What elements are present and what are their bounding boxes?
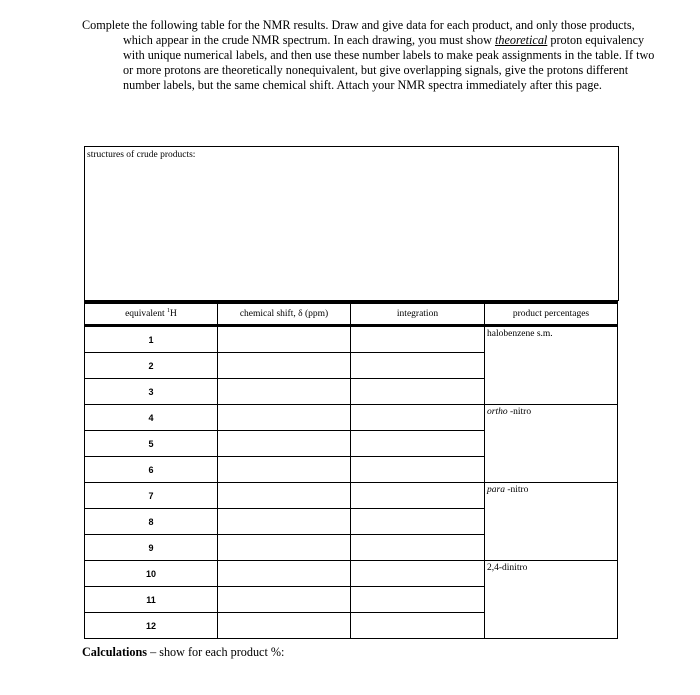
row-number: 3 (85, 379, 218, 405)
table-row (85, 483, 618, 509)
integration-cell[interactable] (351, 431, 485, 457)
integration-cell[interactable] (351, 405, 485, 431)
header-equivalent-h (85, 303, 218, 326)
integration-cell[interactable] (351, 379, 485, 405)
row-number: 12 (85, 613, 218, 639)
integration-cell[interactable] (351, 535, 485, 561)
row-number: 4 (85, 405, 218, 431)
shift-cell[interactable] (218, 353, 351, 379)
row-number: 7 (85, 483, 218, 509)
product-label-suffix: -nitro (507, 407, 532, 417)
calculations-bold: Calculations (82, 645, 148, 659)
integration-cell[interactable] (351, 509, 485, 535)
header-chemical-shift: chemical shift, δ (ppm) (218, 303, 351, 326)
shift-cell[interactable] (218, 326, 351, 353)
shift-cell[interactable] (218, 431, 351, 457)
header-product-percentages: product percentages (485, 303, 618, 326)
calculations-rest: – show for each product %: (147, 645, 285, 659)
integration-cell[interactable] (351, 561, 485, 587)
structures-label: structures of crude products: (87, 150, 196, 160)
product-label-italic: para (487, 485, 505, 495)
instructions-text-1: Complete the following table for the NMR results. Draw and give data for each product, and only those products, which appear in the crude NMR spectrum. In each drawing, you must show (82, 18, 635, 47)
shift-cell[interactable] (218, 535, 351, 561)
shift-cell[interactable] (218, 483, 351, 509)
product-label: halobenzene s.m. (487, 329, 553, 339)
integration-cell[interactable] (351, 457, 485, 483)
product-cell-halobenzene[interactable] (485, 326, 618, 405)
structures-box[interactable] (84, 146, 619, 301)
shift-cell[interactable] (218, 405, 351, 431)
header-equivalent-suffix: H (170, 309, 177, 320)
product-cell-dinitro[interactable] (485, 561, 618, 639)
row-number: 10 (85, 561, 218, 587)
product-label-italic: ortho (487, 407, 508, 417)
instructions-emphasis: theoretical (494, 33, 548, 47)
header-equivalent-sup: 1 (167, 308, 171, 315)
integration-cell[interactable] (351, 483, 485, 509)
table-row (85, 405, 618, 431)
shift-cell[interactable] (218, 587, 351, 613)
row-number: 8 (85, 509, 218, 535)
row-number: 2 (85, 353, 218, 379)
row-number: 1 (85, 326, 218, 353)
table-row (85, 561, 618, 587)
instructions-paragraph (82, 18, 663, 93)
nmr-results-table (84, 301, 618, 639)
product-label: 2,4-dinitro (487, 563, 528, 573)
integration-cell[interactable] (351, 353, 485, 379)
product-cell-para-nitro[interactable] (485, 483, 618, 561)
calculations-heading (82, 645, 284, 660)
table-header-row (85, 303, 618, 326)
shift-cell[interactable] (218, 509, 351, 535)
product-cell-ortho-nitro[interactable] (485, 405, 618, 483)
table-row (85, 326, 618, 353)
integration-cell[interactable] (351, 613, 485, 639)
product-label-suffix: -nitro (504, 485, 529, 495)
row-number: 6 (85, 457, 218, 483)
shift-cell[interactable] (218, 379, 351, 405)
row-number: 5 (85, 431, 218, 457)
integration-cell[interactable] (351, 587, 485, 613)
shift-cell[interactable] (218, 561, 351, 587)
row-number: 11 (85, 587, 218, 613)
header-equivalent-prefix: equivalent (125, 309, 168, 320)
instructions-text-2: proton equivalency with unique numerical labels, and then use these number labels to make peak assignments in the table. If two or more protons are theoretically nonequivalent, but give overlapping signals, give the protons different number labels, but the same chemical shift. Attach your NMR spectra immediately after this page. (123, 33, 655, 92)
header-integration: integration (351, 303, 485, 326)
row-number: 9 (85, 535, 218, 561)
integration-cell[interactable] (351, 326, 485, 353)
shift-cell[interactable] (218, 613, 351, 639)
shift-cell[interactable] (218, 457, 351, 483)
